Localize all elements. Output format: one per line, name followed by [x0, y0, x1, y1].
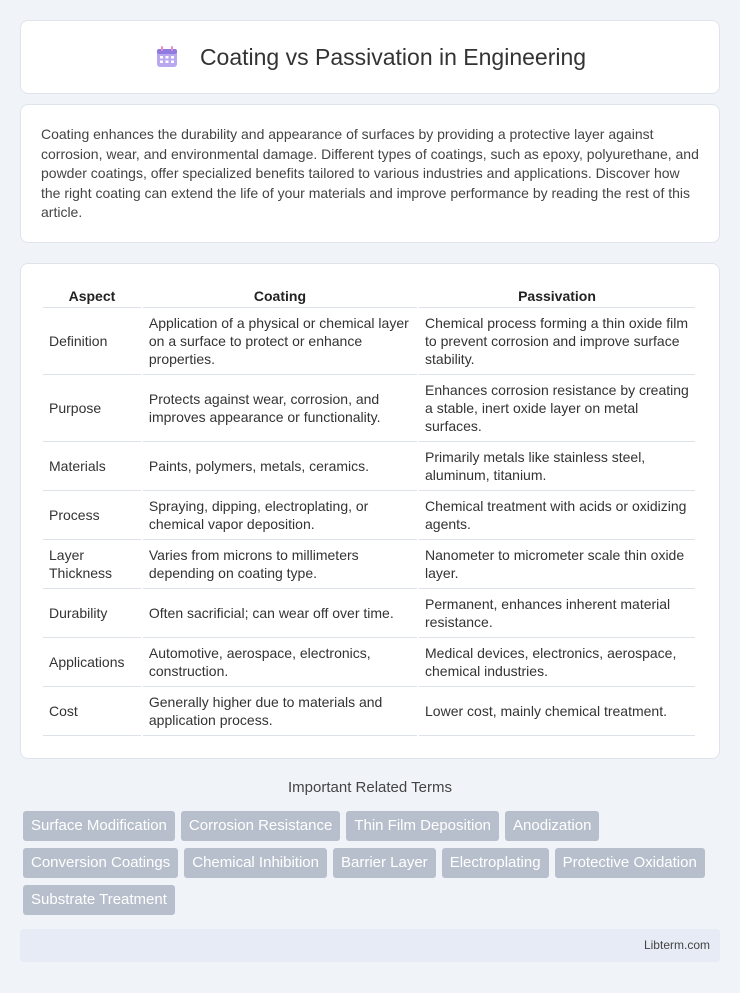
- row-passivation: Nanometer to micrometer scale thin oxide layer.: [419, 540, 695, 589]
- table-row: [43, 491, 695, 540]
- table-header-row: [43, 286, 695, 308]
- row-coating: Protects against wear, corrosion, and improves appearance or functionality.: [143, 375, 417, 442]
- footer-site-link[interactable]: Libterm.com: [643, 938, 710, 952]
- row-passivation: Permanent, enhances inherent material resistance.: [419, 589, 695, 638]
- row-aspect: Cost: [43, 687, 141, 736]
- row-aspect: Applications: [43, 638, 141, 687]
- row-coating: Spraying, dipping, electroplating, or chemical vapor deposition.: [143, 491, 417, 540]
- row-coating: Automotive, aerospace, electronics, construction.: [143, 638, 417, 687]
- footer-bar: [20, 929, 720, 962]
- row-passivation: Primarily metals like stainless steel, aluminum, titanium.: [419, 442, 695, 491]
- intro-card: [20, 104, 720, 243]
- related-term-tag[interactable]: Protective Oxidation: [555, 848, 705, 878]
- table-row: [43, 687, 695, 736]
- row-coating: Generally higher due to materials and application process.: [143, 687, 417, 736]
- related-term-tag[interactable]: Barrier Layer: [333, 848, 436, 878]
- calendar-grid-icon: [154, 44, 180, 70]
- table-row: [43, 540, 695, 589]
- table-row: [43, 638, 695, 687]
- comparison-table: [41, 286, 697, 736]
- related-term-tag[interactable]: Corrosion Resistance: [181, 811, 340, 841]
- row-aspect: Process: [43, 491, 141, 540]
- header-passivation: Passivation: [419, 286, 695, 308]
- header-coating: Coating: [143, 286, 417, 308]
- page-title: Coating vs Passivation in Engineering: [199, 43, 587, 70]
- row-passivation: Medical devices, electronics, aerospace, chemical industries.: [419, 638, 695, 687]
- table-row: [43, 589, 695, 638]
- row-coating: Paints, polymers, metals, ceramics.: [143, 442, 417, 491]
- related-terms-tags: [23, 811, 723, 915]
- table-row: [43, 308, 695, 375]
- row-aspect: Materials: [43, 442, 141, 491]
- related-term-tag[interactable]: Surface Modification: [23, 811, 175, 841]
- related-term-tag[interactable]: Chemical Inhibition: [184, 848, 327, 878]
- related-term-tag[interactable]: Anodization: [505, 811, 599, 841]
- row-passivation: Lower cost, mainly chemical treatment.: [419, 687, 695, 736]
- comparison-table-card: [20, 263, 720, 759]
- row-coating: Varies from microns to millimeters depending on coating type.: [143, 540, 417, 589]
- row-passivation: Chemical process forming a thin oxide film to prevent corrosion and improve surface stability.: [419, 308, 695, 375]
- related-terms-title: Important Related Terms: [288, 779, 452, 796]
- row-coating: Application of a physical or chemical layer on a surface to protect or enhance properties.: [143, 308, 417, 375]
- row-aspect: Purpose: [43, 375, 141, 442]
- related-term-tag[interactable]: Thin Film Deposition: [346, 811, 499, 841]
- table-row: [43, 442, 695, 491]
- related-term-tag[interactable]: Electroplating: [442, 848, 549, 878]
- row-aspect: Definition: [43, 308, 141, 375]
- related-term-tag[interactable]: Substrate Treatment: [23, 885, 175, 915]
- intro-text: Coating enhances the durability and appearance of surfaces by providing a protective layer against corrosion, wear, and environmental damage. Different types of coatings, such as epoxy, polyurethane, and powder coatings, offer specialized benefits tailored to various industries and applications. Discover how the right coating can extend the life of your materials and improve performance by reading the rest of this article.: [41, 126, 699, 220]
- related-term-tag[interactable]: Conversion Coatings: [23, 848, 178, 878]
- table-row: [43, 375, 695, 442]
- row-coating: Often sacrificial; can wear off over time.: [143, 589, 417, 638]
- header-card: [20, 20, 720, 94]
- row-aspect: Layer Thickness: [43, 540, 141, 589]
- row-passivation: Enhances corrosion resistance by creating a stable, inert oxide layer on metal surfaces.: [419, 375, 695, 442]
- header-aspect: Aspect: [43, 286, 141, 308]
- row-passivation: Chemical treatment with acids or oxidizing agents.: [419, 491, 695, 540]
- row-aspect: Durability: [43, 589, 141, 638]
